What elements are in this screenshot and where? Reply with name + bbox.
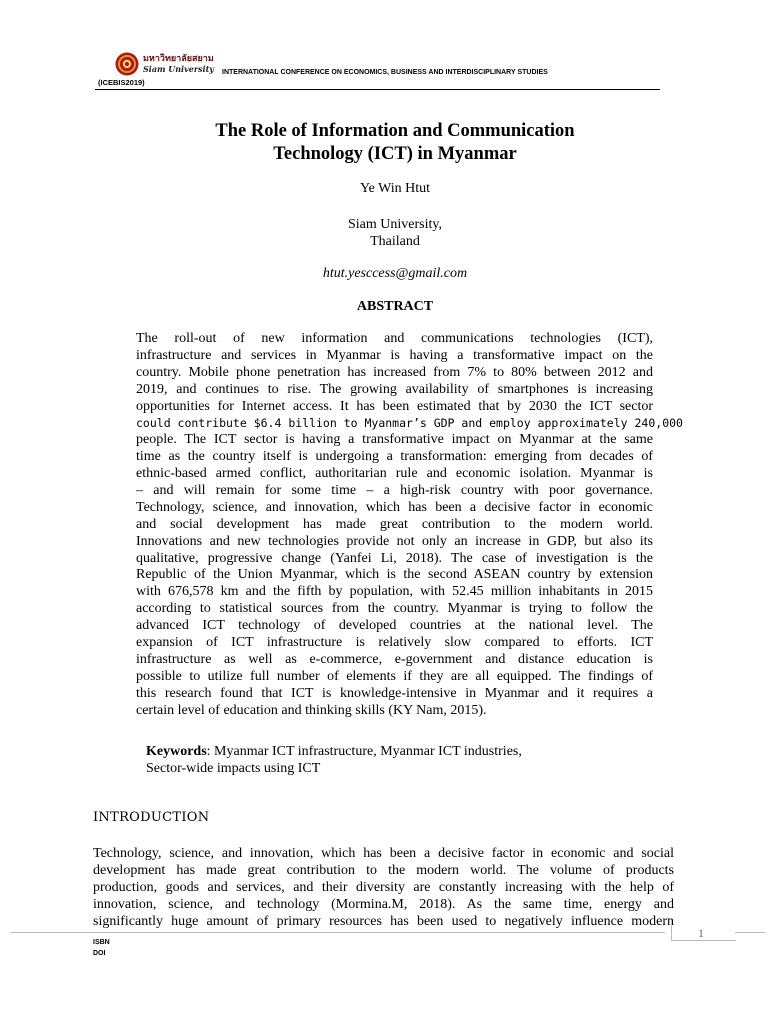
introduction-body	[93, 845, 674, 930]
abstract-line: infrastructure and services in Myanmar is having a transformative impact on the	[136, 347, 653, 363]
introduction-line: significantly huge amount of primary resources has been used to negatively influence modern	[93, 914, 674, 929]
conference-name: INTERNATIONAL CONFERENCE ON ECONOMICS, BUSINESS AND INTERDISCIPLINARY STUDIES	[222, 69, 548, 76]
introduction-line: innovation, science, and technology (Mormina.M, 2018). As the same time, energy and	[93, 897, 674, 912]
isbn-label: ISBN	[93, 939, 110, 946]
abstract-line: expansion of ICT infrastructure is relatively slow compared to efforts. ICT	[136, 635, 653, 651]
abstract-line: with 676,578 km and the fifth by population, with 52.45 million inhabitants in 2015	[136, 584, 653, 600]
doi-label: DOI	[93, 950, 106, 957]
abstract-line: Technology, science, and innovation, which has been a decisive factor in economic	[136, 499, 653, 515]
author-affiliation	[95, 216, 695, 250]
abstract-line: Innovations and new technologies provide not only an increase in GDP, but also its	[136, 533, 653, 549]
abstract-line: and social development has made great contribution to the modern world.	[136, 516, 653, 532]
author-email[interactable]: htut.yesccess@gmail.com	[322, 266, 468, 281]
abstract-heading: ABSTRACT	[356, 299, 434, 314]
title-line-1: The Role of Information and Communication	[215, 121, 575, 141]
abstract-line: this research found that ICT is knowledge-intensive in Myanmar and it requires a	[136, 685, 653, 701]
abstract-line: qualitative, progressive change (Yanfei Li, 2018). The case of investigation is the	[136, 550, 653, 566]
abstract-line: according to statistical sources from the country. Myanmar is trying to follow the	[136, 601, 653, 617]
abstract-line: possible to utilize full number of elements if they are all equipped. The findings of	[136, 668, 653, 684]
introduction-heading: INTRODUCTION	[93, 810, 210, 825]
page-number-rule	[735, 932, 765, 933]
abstract-line: 2019, and continues to rise. The growing availability of smartphones is increasing	[136, 381, 653, 397]
paper-title	[95, 120, 695, 166]
abstract-line: certain level of education and thinking skills (KY Nam, 2015).	[136, 702, 487, 718]
affiliation-line-2: Thailand	[370, 234, 420, 249]
abstract-line: Republic of the Union Myanmar, which is the second ASEAN country by extension	[136, 567, 653, 583]
abstract-line: could contribute $6.4 billion to Myanmar’s GDP and employ approximately 240,000	[136, 416, 683, 431]
university-name-thai: มหาวิทยาลัยสยาม	[143, 54, 214, 64]
page-number: 1	[698, 926, 704, 940]
header-divider	[95, 89, 660, 90]
abstract-line: country. Mobile phone penetration has increased from 7% to 80% between 2012 and	[136, 364, 653, 380]
keywords-label: Keywords	[146, 744, 207, 759]
conference-header	[95, 48, 660, 92]
keywords-text-continued: Sector-wide impacts using ICT	[146, 761, 321, 776]
keywords	[146, 743, 596, 777]
university-name-english: Siam University	[143, 64, 214, 74]
abstract-line: ethnic-based armed conflict, authoritarian rule and economic isolation. Myanmar is	[136, 466, 653, 482]
abstract-line: The roll-out of new information and communications technologies (ICT),	[136, 331, 653, 346]
abstract-line: opportunities for Internet access. It has been estimated that by 2030 the ICT sector	[136, 398, 653, 414]
affiliation-line-1: Siam University,	[348, 217, 442, 232]
introduction-line: Technology, science, and innovation, which has been a decisive factor in economic and social	[93, 846, 674, 861]
author-name: Ye Win Htut	[359, 181, 431, 196]
abstract-line: advanced ICT technology of developed countries at the national level. The	[136, 618, 653, 634]
abstract-line: people. The ICT sector is having a transformative impact on Myanmar at the same	[136, 432, 653, 448]
abstract-line: – and will remain for some time – a high-risk country with poor governance.	[136, 483, 653, 499]
abstract-line: infrastructure as well as e-commerce, e-government and distance education is	[136, 651, 653, 667]
conference-abbreviation: (ICEBIS2019)	[98, 78, 145, 87]
introduction-line: development has made great contribution to the modern world. The volume of products	[93, 863, 674, 878]
footer-divider	[10, 932, 665, 933]
abstract-body	[136, 331, 683, 719]
abstract-line: time as the country itself is undergoing a transformation: emerging from decades of	[136, 449, 653, 465]
title-line-2: Technology (ICT) in Myanmar	[273, 144, 517, 164]
keywords-text: : Myanmar ICT infrastructure, Myanmar ICT industries,	[206, 744, 522, 759]
university-seal-icon	[115, 52, 139, 76]
introduction-line: production, goods and services, and their diversity are constantly increasing with the help of	[93, 880, 674, 895]
